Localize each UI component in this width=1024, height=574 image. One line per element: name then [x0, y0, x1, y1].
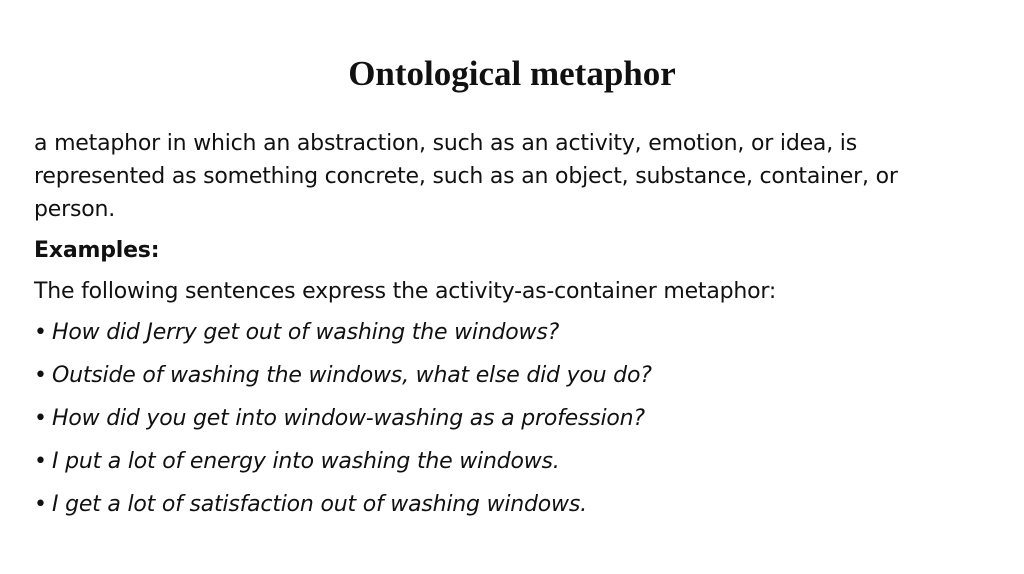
definition-text: a metaphor in which an abstraction, such as an activity, emotion, or idea, is represented as something concrete, such as an object, substance, container, or person. [34, 131, 898, 222]
example-text: Outside of washing the windows, what else did you do? [52, 363, 652, 388]
examples-list [34, 316, 984, 521]
example-text: How did you get into window-washing as a profession? [52, 406, 645, 431]
list-item [34, 488, 984, 521]
example-text: I put a lot of energy into washing the windows. [52, 449, 560, 474]
bullet-icon: • [34, 449, 47, 474]
example-text: How did Jerry get out of washing the windows? [52, 320, 560, 345]
bullet-icon: • [34, 320, 47, 345]
bullet-icon: • [34, 406, 47, 431]
bullet-icon: • [34, 492, 47, 517]
list-item [34, 316, 984, 349]
list-item [34, 402, 984, 435]
bullet-icon: • [34, 363, 47, 388]
list-item [34, 359, 984, 392]
examples-label: Examples: [34, 238, 160, 263]
example-text: I get a lot of satisfaction out of washing windows. [52, 492, 587, 517]
slide-body [34, 127, 984, 531]
intro-text: The following sentences express the activity-as-container metaphor: [34, 279, 777, 304]
list-item [34, 445, 984, 478]
slide-title: Ontological metaphor [348, 54, 676, 93]
